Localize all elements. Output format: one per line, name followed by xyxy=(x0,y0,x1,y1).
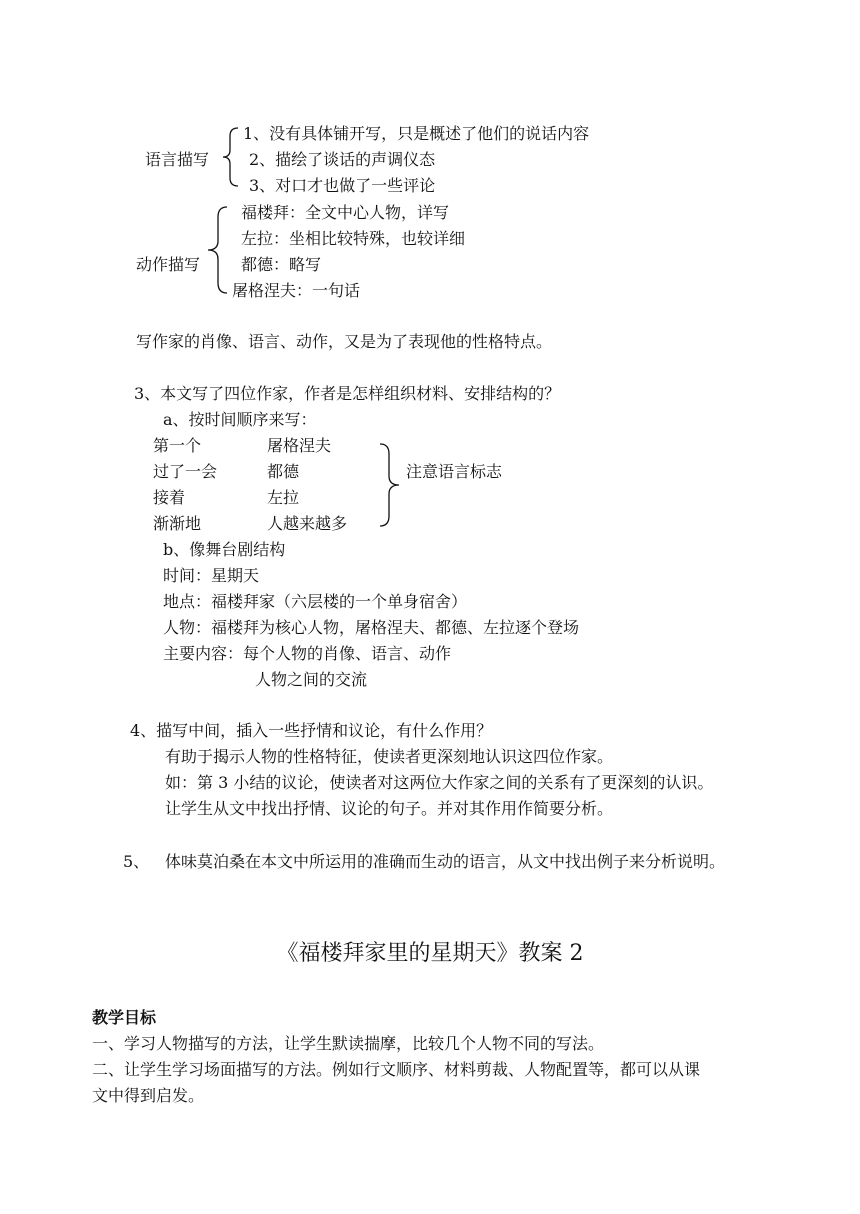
question-3: 3、本文写了四位作家，作者是怎样组织材料、安排结构的？ xyxy=(134,384,561,403)
sequence-person-4: 人越来越多 xyxy=(267,514,348,533)
left-brace-icon xyxy=(222,126,242,188)
question-5-number: 5、 xyxy=(123,852,150,871)
action-item-zola: 左拉：坐相比较特殊，也较详细 xyxy=(241,229,466,248)
point-a: a、按时间顺序来写： xyxy=(163,410,317,429)
point-b: b、像舞台剧结构 xyxy=(163,540,286,559)
sequence-marker-4: 渐渐地 xyxy=(153,514,202,533)
answer-4-line-3: 让学生从文中找出抒情、议论的句子。并对其作用作简要分析。 xyxy=(165,799,614,818)
place-line: 地点：福楼拜家（六层楼的一个单身宿舍） xyxy=(163,592,468,611)
question-4: 4、描写中间，插入一些抒情和议论，有什么作用？ xyxy=(130,721,493,740)
language-item-2: 2、描绘了谈话的声调仪态 xyxy=(249,150,436,169)
question-5-text: 体味莫泊桑在本文中所运用的准确而生动的语言，从文中找出例子来分析说明。 xyxy=(165,852,726,871)
teaching-goals-heading: 教学目标 xyxy=(92,1008,157,1027)
sequence-marker-3: 接着 xyxy=(153,488,186,507)
goal-2-line-2: 文中得到启发。 xyxy=(92,1086,205,1105)
content-line-2: 人物之间的交流 xyxy=(255,670,368,689)
sequence-marker-1: 第一个 xyxy=(153,436,202,455)
content-line-1: 主要内容：每个人物的肖像、语言、动作 xyxy=(163,644,452,663)
language-item-3: 3、对口才也做了一些评论 xyxy=(249,176,436,195)
action-item-flaubert: 福楼拜：全文中心人物，详写 xyxy=(241,203,450,222)
action-item-daudet: 都德：略写 xyxy=(241,255,322,274)
action-item-turgenev: 屠格涅夫：一句话 xyxy=(232,281,361,300)
language-item-1: 1、没有具体铺开写，只是概述了他们的说话内容 xyxy=(243,124,590,143)
time-line: 时间：星期天 xyxy=(163,566,260,585)
sequence-person-2: 都德 xyxy=(267,462,300,481)
sequence-marker-2: 过了一会 xyxy=(153,462,218,481)
answer-4-line-1: 有助于揭示人物的性格特征，使读者更深刻地认识这四位作家。 xyxy=(165,747,614,766)
language-marker-note: 注意语言标志 xyxy=(406,462,503,481)
goal-2-line-1: 二、让学生学习场面描写的方法。例如行文顺序、材料剪裁、人物配置等，都可以从课 xyxy=(92,1060,701,1079)
language-description-label: 语言描写 xyxy=(145,150,210,169)
action-description-label: 动作描写 xyxy=(136,255,201,274)
lesson-plan-2-title: 《福楼拜家里的星期天》教案 2 xyxy=(276,941,584,966)
goal-1: 一、学习人物描写的方法，让学生默读揣摩，比较几个人物不同的写法。 xyxy=(92,1034,605,1053)
left-brace-icon xyxy=(205,205,229,295)
summary-paragraph: 写作家的肖像、语言、动作，又是为了表现他的性格特点。 xyxy=(136,332,553,351)
sequence-person-1: 屠格涅夫 xyxy=(267,436,332,455)
people-line: 人物：福楼拜为核心人物，屠格涅夫、都德、左拉逐个登场 xyxy=(163,618,580,637)
sequence-person-3: 左拉 xyxy=(267,488,300,507)
right-brace-icon xyxy=(378,442,402,528)
answer-4-line-2: 如：第 3 小结的议论，使读者对这两位大作家之间的关系有了更深刻的认识。 xyxy=(165,773,714,792)
